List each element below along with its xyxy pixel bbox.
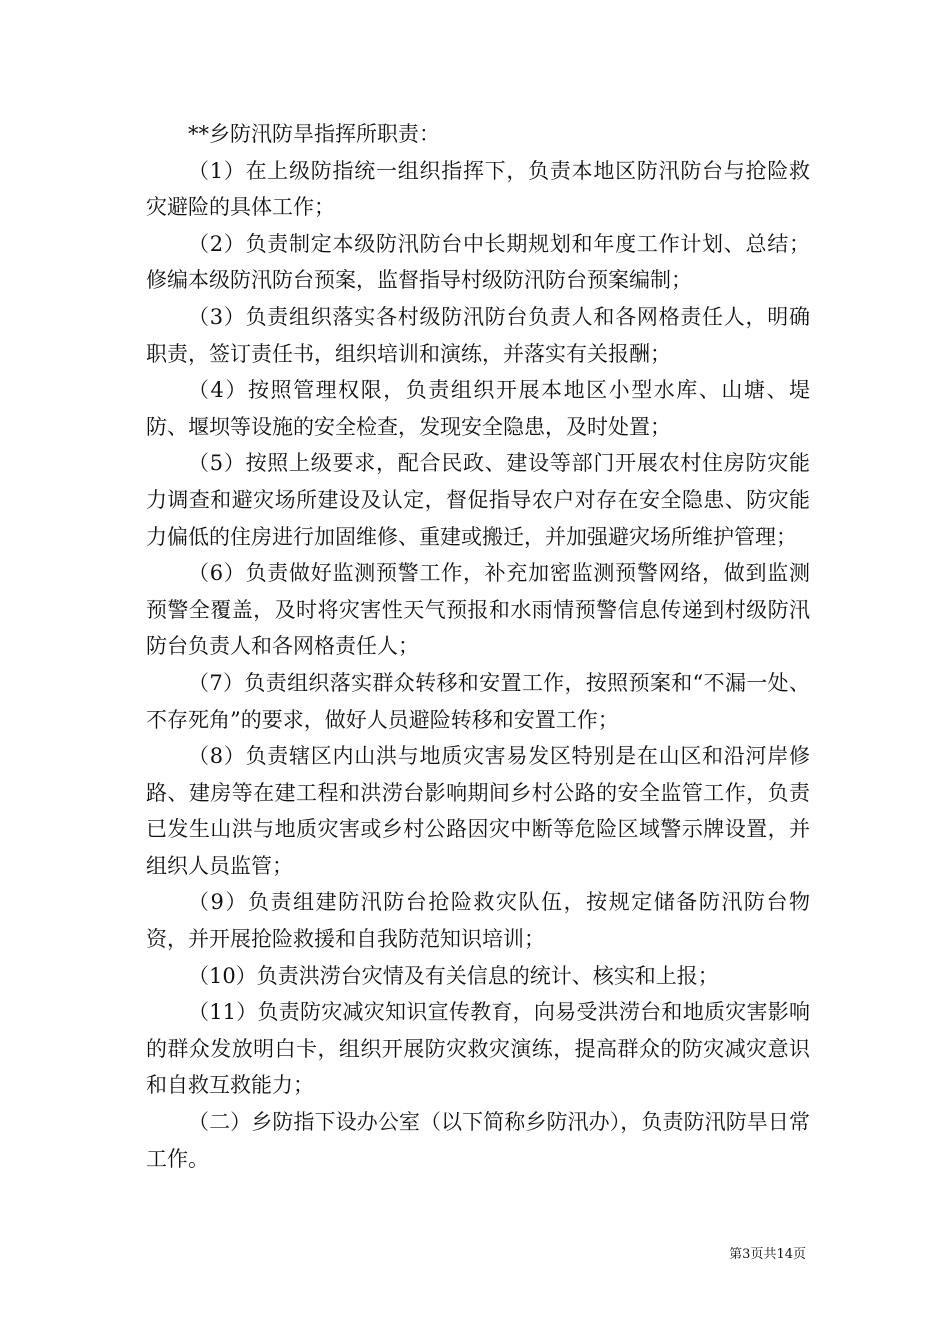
paragraph-2: （2）负责制定本级防汛防台中长期规划和年度工作计划、总结；修编本级防汛防台预案，监督指导村级防汛防台预案编制；	[146, 231, 810, 293]
paragraph-12: （二）乡防指下设办公室（以下简称乡防汛办），负责防汛防旱日常工作。	[146, 1110, 810, 1171]
paragraph-3: （3）负责组织落实各村级防汛防台负责人和各网格责任人，明确职责，签订责任书，组织培训和演练，并落实有关报酬；	[146, 304, 810, 366]
paragraph-9: （9）负责组建防汛防台抢险救灾队伍，按规定储备防汛防台物资，并开展抢险救援和自我防范知识培训；	[146, 890, 810, 952]
page-number: 第3页共14页	[729, 1247, 806, 1262]
paragraph-7: （7）负责组织落实群众转移和安置工作，按照预案和“不漏一处、不存死角”的要求，做好人员避险转移和安置工作；	[146, 670, 810, 732]
paragraph-8: （8）负责辖区内山洪与地质灾害易发区特别是在山区和沿河岸修路、建房等在建工程和洪涝台影响期间乡村公路的安全监管工作，负责已发生山洪与地质灾害或乡村公路因灾中断等危险区域警示牌设置，并组织人员监管；	[146, 744, 810, 878]
paragraph-6: （6）负责做好监测预警工作，补充加密监测预警网络，做到监测预警全覆盖，及时将灾害性天气预报和水雨情预警信息传递到村级防汛防台负责人和各网格责任人；	[146, 561, 810, 659]
paragraph-10: （10）负责洪涝台灾情及有关信息的统计、核实和上报；	[188, 963, 719, 988]
document-body	[146, 116, 810, 1177]
paragraph-5: （5）按照上级要求，配合民政、建设等部门开展农村住房防灾能力调查和避灾场所建设及认定，督促指导农户对存在安全隐患、防灾能力偏低的住房进行加固维修、重建或搬迁，并加强避灾场所维护管理；	[146, 451, 810, 549]
paragraph-1: （1）在上级防指统一组织指挥下，负责本地区防汛防台与抢险救灾避险的具体工作；	[146, 158, 810, 220]
paragraph-11: （11）负责防灾减灾知识宣传教育，向易受洪涝台和地质灾害影响的群众发放明白卡，组织开展防灾救灾演练，提高群众的防灾减灾意识和自救互救能力；	[146, 1000, 810, 1098]
paragraph-4: （4）按照管理权限，负责组织开展本地区小型水库、山塘、堤防、堰坝等设施的安全检查，发现安全隐患，及时处置；	[146, 378, 810, 439]
section-heading: **乡防汛防旱指挥所职责：	[188, 122, 440, 146]
